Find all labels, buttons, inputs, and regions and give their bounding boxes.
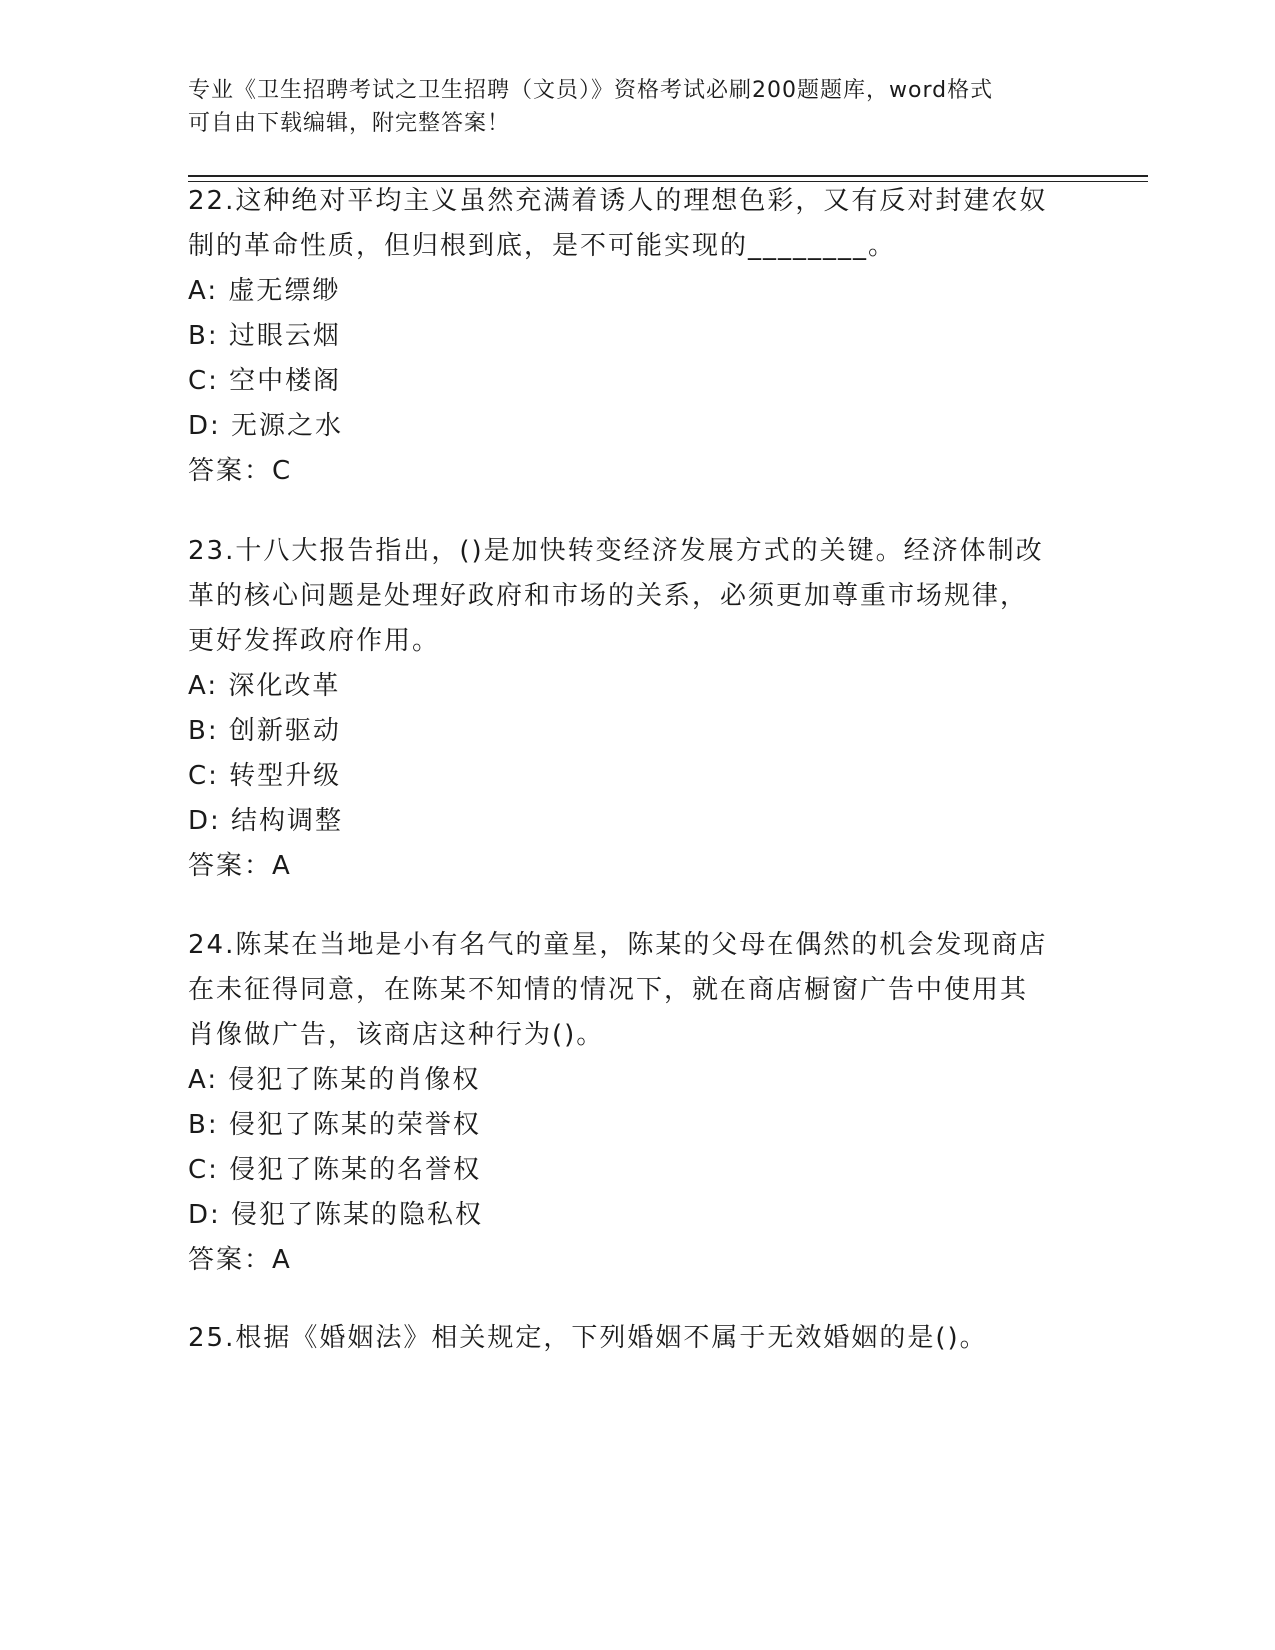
header-divider-thick — [188, 175, 1148, 177]
option-b: B: 侵犯了陈某的荣誉权 — [188, 1110, 481, 1140]
option-a: A: 虚无缥缈 — [188, 276, 341, 306]
option-d: D: 侵犯了陈某的隐私权 — [188, 1200, 484, 1230]
question-text-line: 肖像做广告，该商店这种行为()。 — [188, 1020, 605, 1050]
question-24 — [188, 923, 1088, 1283]
question-23 — [188, 529, 1088, 889]
option-d: D: 无源之水 — [188, 411, 344, 441]
question-25 — [188, 1316, 1088, 1361]
option-d: D: 结构调整 — [188, 806, 344, 836]
document-header — [188, 74, 1068, 140]
option-b: B: 过眼云烟 — [188, 321, 341, 351]
question-text-line: 在未征得同意，在陈某不知情的情况下，就在商店橱窗广告中使用其 — [188, 975, 1029, 1005]
question-text-line: 25.根据《婚姻法》相关规定，下列婚姻不属于无效婚姻的是()。 — [188, 1323, 988, 1353]
option-c: C: 空中楼阁 — [188, 366, 342, 396]
question-text-line: 22.这种绝对平均主义虽然充满着诱人的理想色彩，又有反对封建农奴 — [188, 186, 1048, 216]
option-b: B: 创新驱动 — [188, 716, 341, 746]
question-text-line: 24.陈某在当地是小有名气的童星，陈某的父母在偶然的机会发现商店 — [188, 930, 1048, 960]
question-text-line: 革的核心问题是处理好政府和市场的关系，必须更加尊重市场规律， — [188, 581, 1029, 611]
option-c: C: 转型升级 — [188, 761, 342, 791]
option-c: C: 侵犯了陈某的名誉权 — [188, 1155, 482, 1185]
header-line-2: 可自由下载编辑，附完整答案！ — [188, 111, 511, 136]
header-line-1: 专业《卫生招聘考试之卫生招聘（文员）》资格考试必刷200题题库，word格式 — [188, 78, 994, 103]
question-22 — [188, 179, 1088, 494]
answer-line: 答案：A — [188, 851, 292, 881]
question-text-line: 23.十八大报告指出，()是加快转变经济发展方式的关键。经济体制改 — [188, 536, 1044, 566]
option-a: A: 深化改革 — [188, 671, 341, 701]
answer-line: 答案：A — [188, 1245, 292, 1275]
option-a: A: 侵犯了陈某的肖像权 — [188, 1065, 481, 1095]
question-text-line: 制的革命性质，但归根到底，是不可能实现的________。 — [188, 231, 897, 261]
question-text-line: 更好发挥政府作用。 — [188, 626, 441, 656]
answer-line: 答案：C — [188, 456, 293, 486]
